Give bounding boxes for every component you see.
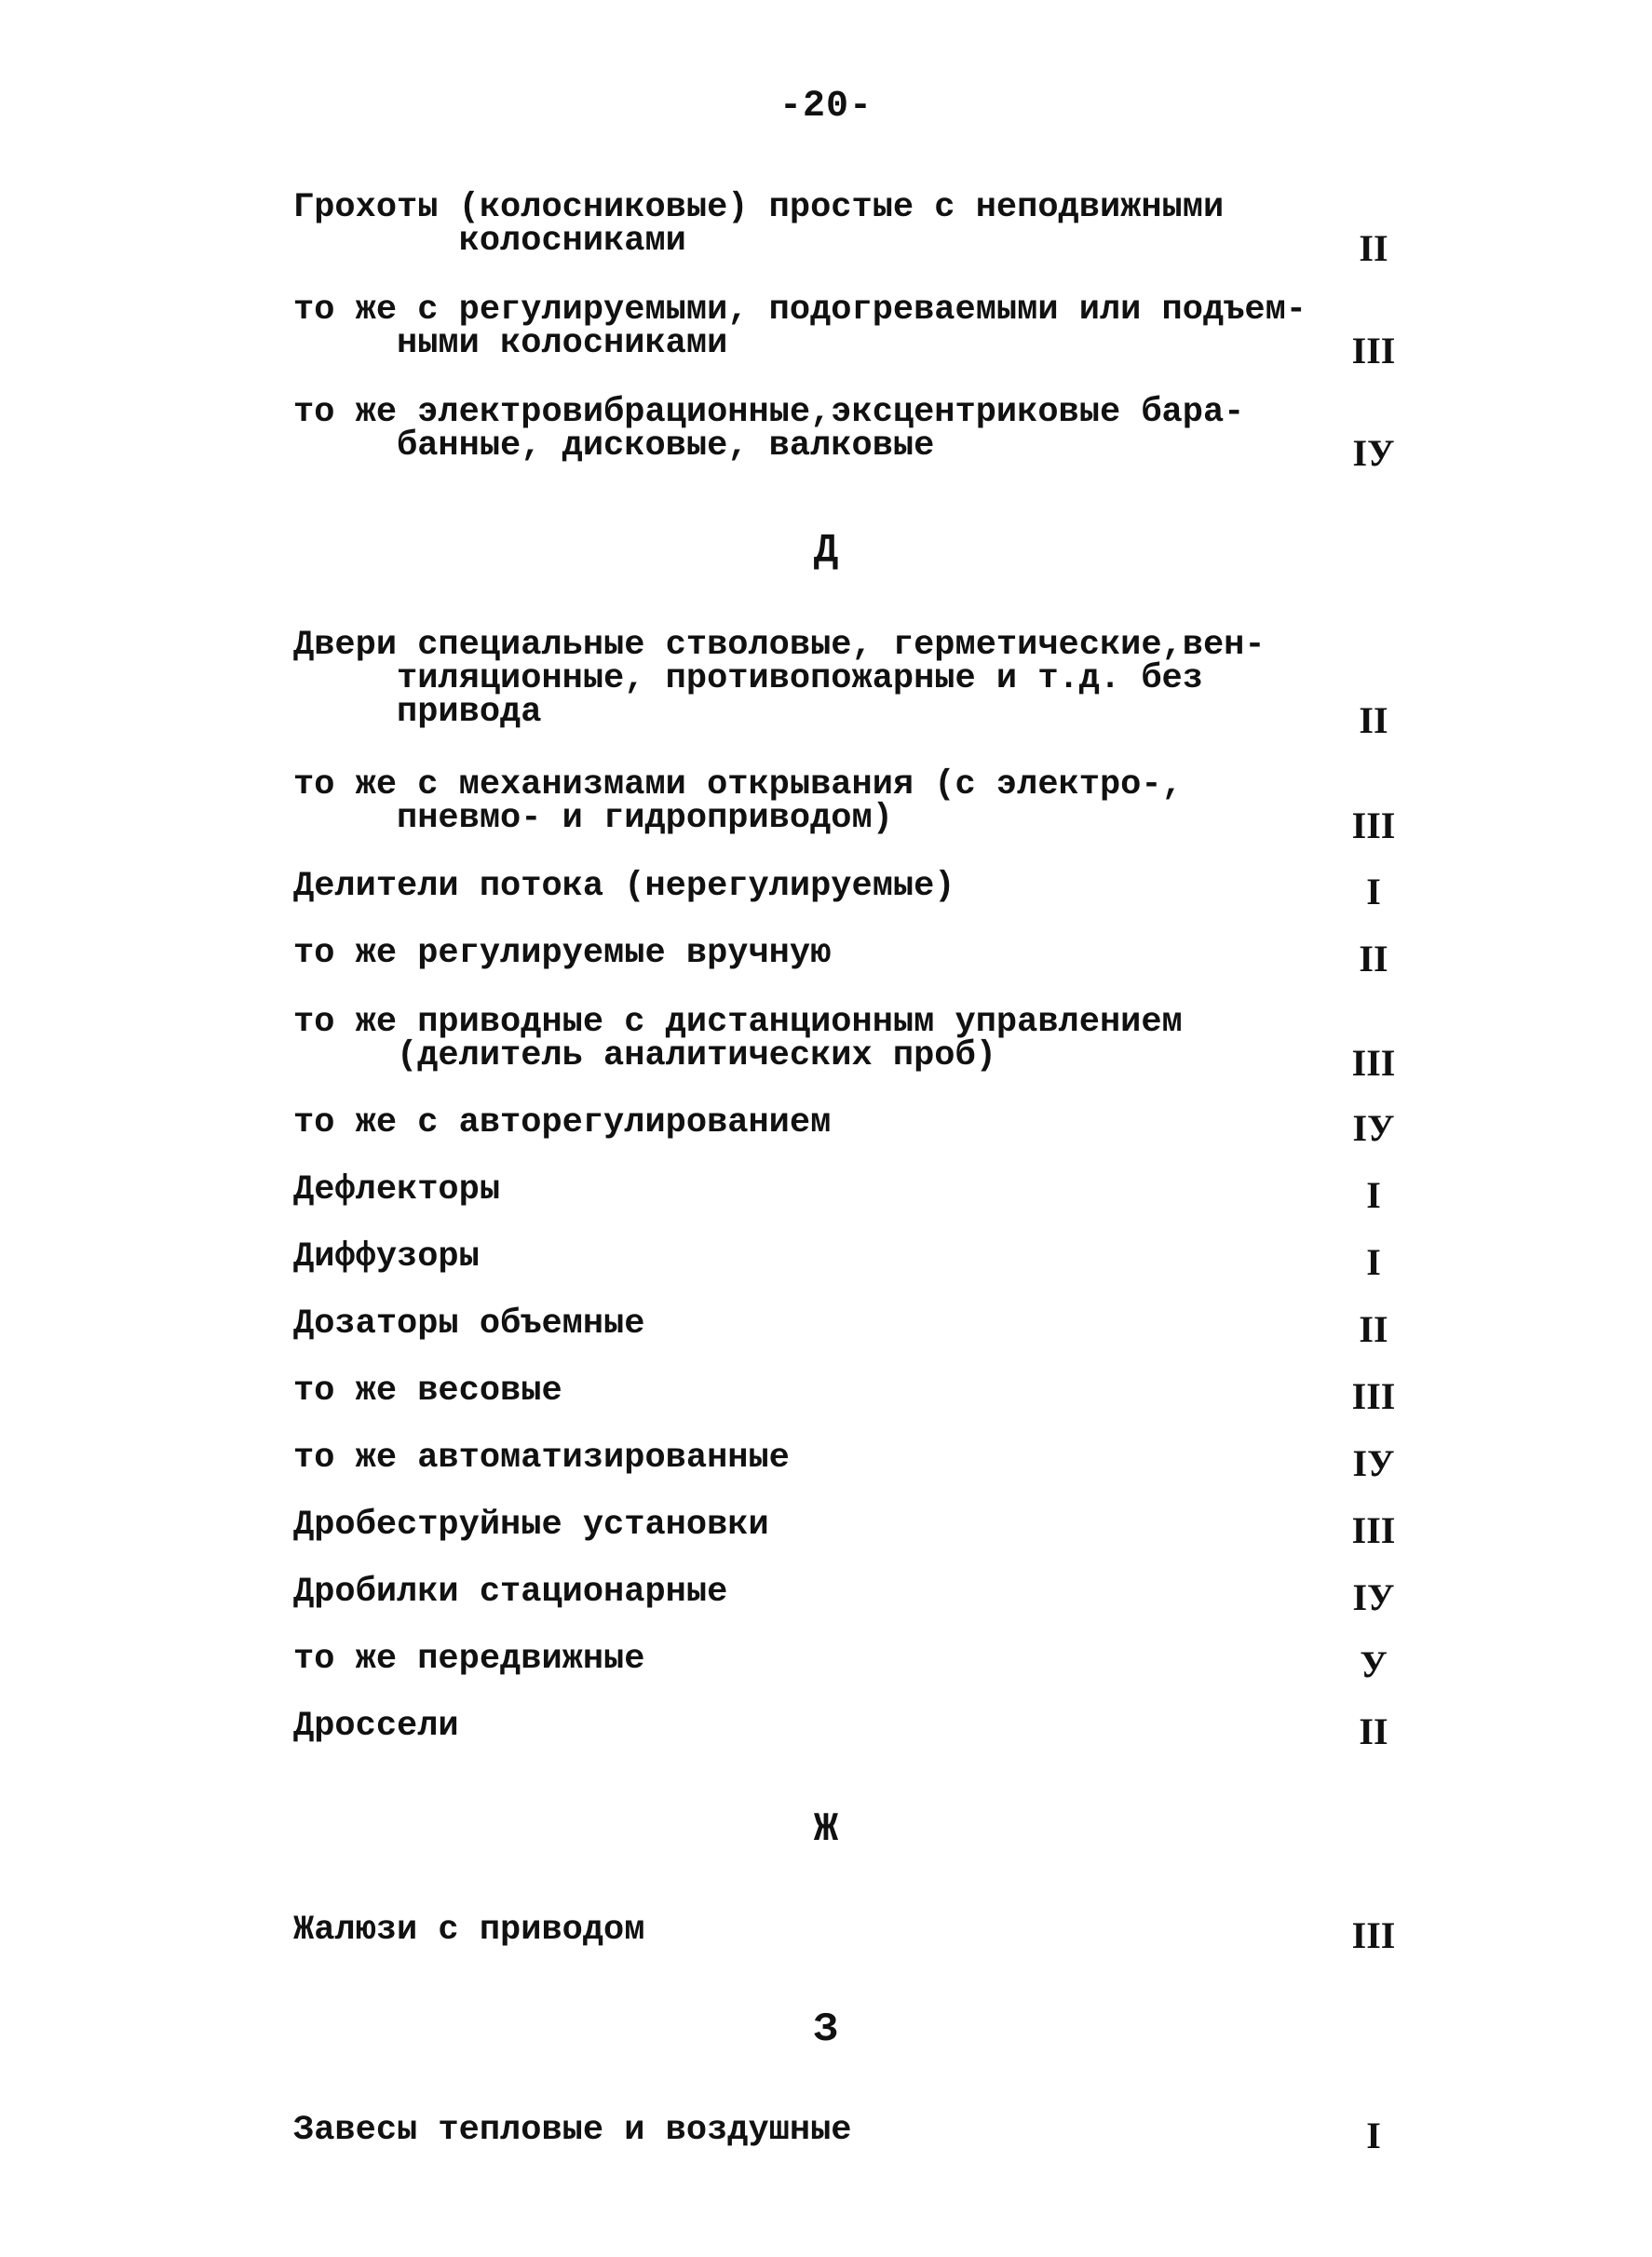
item-text: то же передвижные — [293, 1640, 645, 1679]
item-text: то же приводные с дистанционным управлением (делитель аналитических проб) — [293, 1003, 1183, 1075]
item-category: IУ — [1352, 432, 1395, 474]
item-text: Делители потока (нерегулируемые) — [293, 867, 955, 906]
item-category: I — [1366, 871, 1381, 912]
item-category: У — [1360, 1643, 1388, 1685]
page-number: -20- — [779, 86, 873, 128]
item-category: III — [1351, 1914, 1396, 1956]
item-text: то же с механизмами открывания (с электро-, пневмо- и гидроприводом) — [293, 765, 1183, 838]
item-category: I — [1366, 1174, 1381, 1216]
item-category: III — [1351, 1375, 1396, 1417]
item-category: III — [1351, 804, 1396, 846]
item-text: Дозаторы объемные — [293, 1304, 645, 1344]
item-category: II — [1359, 1308, 1388, 1350]
item-text: то же регулируемые вручную — [293, 934, 832, 973]
item-text: Завесы тепловые и воздушные — [293, 2111, 852, 2150]
item-text: Диффузоры — [293, 1237, 480, 1277]
section-heading-z: З — [813, 2007, 839, 2053]
item-category: II — [1359, 227, 1388, 269]
item-category: I — [1366, 2115, 1381, 2156]
item-text: Дроссели — [293, 1707, 459, 1746]
item-category: II — [1359, 1710, 1388, 1752]
item-text: Грохоты (колосниковые) простые с неподвижными колосниками — [293, 188, 1225, 261]
item-category: II — [1359, 699, 1388, 741]
item-text: то же автоматизированные — [293, 1439, 790, 1478]
item-text: Дробеструйные установки — [293, 1506, 769, 1545]
item-text: Дефлекторы — [293, 1170, 501, 1210]
item-text: то же электровибрационные,эксцентриковые бара- банные, дисковые, валковые — [293, 393, 1245, 466]
section-heading-zh: Ж — [813, 1806, 839, 1853]
item-text: то же с авторегулированием — [293, 1103, 832, 1142]
item-text: то же весовые — [293, 1372, 562, 1411]
item-category: IУ — [1352, 1107, 1395, 1149]
item-category: II — [1359, 938, 1388, 980]
item-category: III — [1351, 330, 1396, 372]
item-category: IУ — [1352, 1442, 1395, 1484]
item-text: Жалюзи с приводом — [293, 1911, 645, 1950]
item-category: III — [1351, 1042, 1396, 1084]
item-text: то же с регулируемыми, подогреваемыми или подъем- ными колосниками — [293, 291, 1307, 363]
item-category: IУ — [1352, 1576, 1395, 1618]
item-text: Дробилки стационарные — [293, 1573, 728, 1612]
section-heading-d: Д — [813, 528, 839, 574]
item-text: Двери специальные стволовые, герметические,вен- тиляционные, противопожарные и т.д. без привода — [293, 626, 1266, 732]
item-category: I — [1366, 1241, 1381, 1283]
item-category: III — [1351, 1509, 1396, 1551]
